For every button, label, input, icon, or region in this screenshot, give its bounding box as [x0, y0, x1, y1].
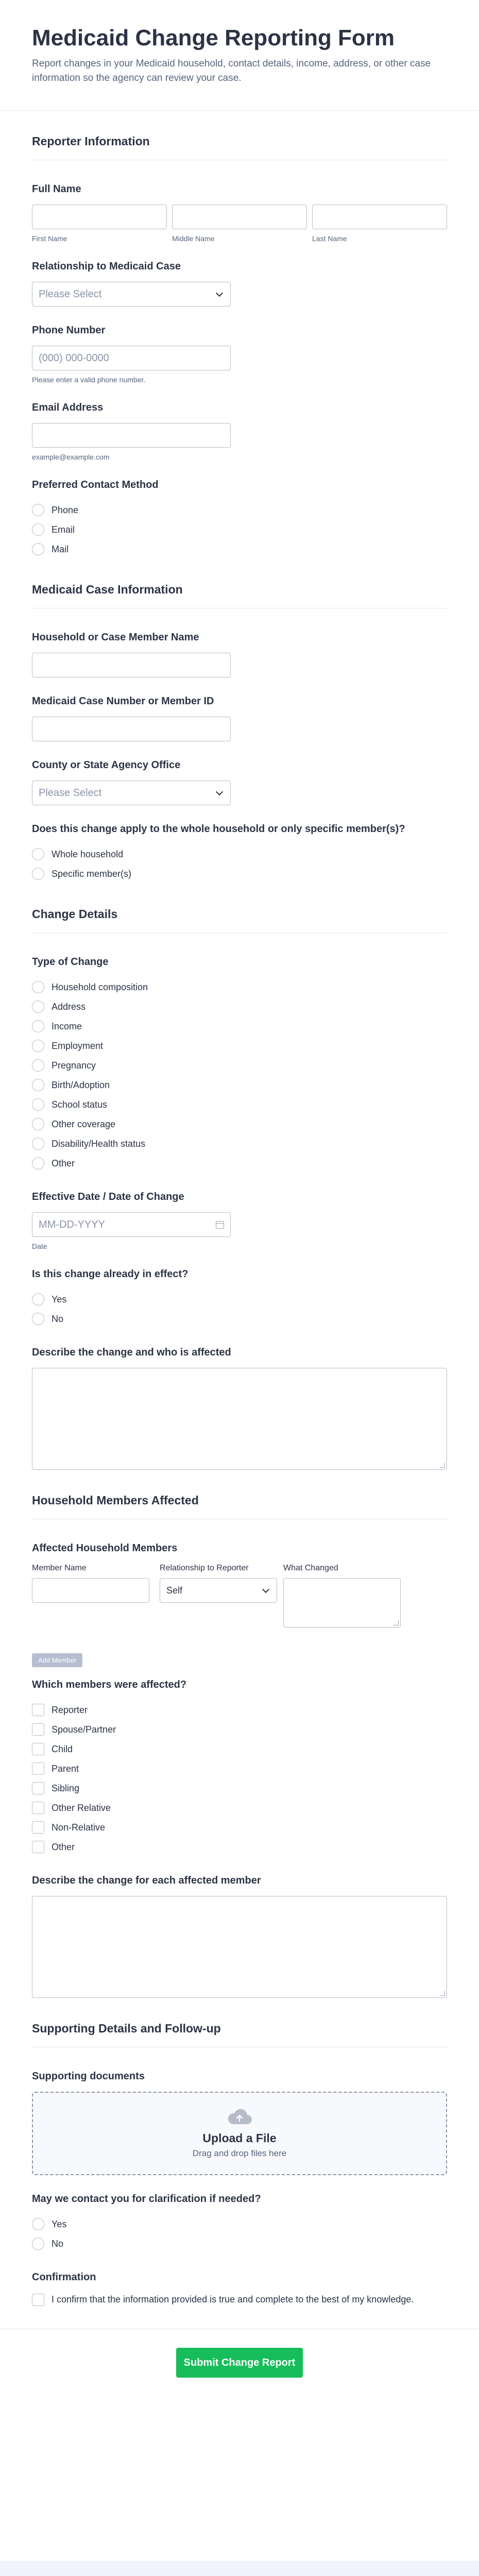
middle-name-col	[172, 205, 307, 243]
option-label: Other coverage	[52, 1118, 116, 1129]
checkbox[interactable]	[32, 1723, 44, 1736]
last-name-col	[312, 205, 447, 243]
confirmation-option[interactable]	[32, 2293, 447, 2306]
checkbox-option[interactable]	[32, 1778, 447, 1798]
checkbox[interactable]	[32, 1762, 44, 1775]
phone-hint: Please enter a valid phone number.	[32, 376, 146, 384]
scope-options	[32, 844, 447, 884]
what-changed-cell	[283, 1578, 401, 1628]
option-label: Other	[52, 1158, 75, 1168]
checkbox[interactable]	[32, 1821, 44, 1834]
option-label: Parent	[52, 1763, 79, 1774]
option-label: Whole household	[52, 849, 124, 859]
relationship-select[interactable]	[160, 1578, 277, 1603]
relationship-placeholder: Please Select	[39, 288, 102, 300]
cloud-upload-icon	[227, 2109, 252, 2125]
chevron-down-icon	[262, 1585, 269, 1592]
email-hint: example@example.com	[32, 453, 110, 461]
case-number-label: Medicaid Case Number or Member ID	[32, 696, 214, 707]
in-effect-field	[32, 1250, 447, 1329]
radio-circle[interactable]	[32, 1020, 44, 1032]
describe-change-label: Describe the change and who is affected	[32, 1347, 231, 1358]
documents-label: Supporting documents	[32, 2071, 145, 2082]
contact-method-label: Preferred Contact Method	[32, 479, 159, 490]
describe-change-textarea[interactable]	[32, 1368, 447, 1470]
radio-option[interactable]	[32, 997, 447, 1016]
radio-circle[interactable]	[32, 523, 44, 536]
section-title-reporter: Reporter Information	[32, 111, 447, 160]
option-label: Address	[52, 1001, 86, 1012]
full-name-label: Full Name	[32, 183, 81, 195]
option-label: Specific member(s)	[52, 868, 132, 879]
chevron-down-icon	[216, 289, 223, 296]
section-title-change: Change Details	[32, 884, 447, 933]
option-label: Household composition	[52, 981, 148, 992]
describe-change-field	[32, 1329, 447, 1470]
checkbox[interactable]	[32, 1743, 44, 1755]
documents-field	[32, 2053, 447, 2175]
option-label: Phone	[52, 504, 79, 515]
form-header	[0, 0, 479, 111]
option-label: Spouse/Partner	[52, 1724, 116, 1735]
radio-option[interactable]	[32, 500, 447, 520]
radio-circle[interactable]	[32, 504, 44, 516]
date-placeholder: MM-DD-YYYY	[39, 1218, 105, 1230]
option-label: Other	[52, 1841, 75, 1852]
radio-circle[interactable]	[32, 543, 44, 555]
resize-handle-icon[interactable]	[440, 1463, 445, 1468]
radio-circle[interactable]	[32, 1138, 44, 1150]
table-row	[32, 1578, 447, 1628]
checkbox-option[interactable]	[32, 1720, 447, 1739]
describe-each-textarea[interactable]	[32, 1896, 447, 1998]
case-section	[0, 559, 479, 884]
radio-circle[interactable]	[32, 1157, 44, 1170]
reporter-section	[0, 111, 479, 559]
column-header-member-name: Member Name	[32, 1564, 87, 1572]
checkbox-option[interactable]	[32, 1700, 447, 1720]
upload-title: Upload a File	[202, 2131, 277, 2145]
checkbox-option[interactable]	[32, 1759, 447, 1778]
email-label: Email Address	[32, 402, 104, 413]
option-label: No	[52, 1313, 64, 1324]
effective-date-label: Effective Date / Date of Change	[32, 1191, 184, 1202]
checkbox[interactable]	[32, 1782, 44, 1794]
phone-label: Phone Number	[32, 325, 106, 336]
first-name-sublabel: First Name	[32, 234, 67, 243]
relationship-label: Relationship to Medicaid Case	[32, 261, 181, 272]
county-field	[32, 741, 447, 805]
radio-circle[interactable]	[32, 2238, 44, 2250]
option-label: Yes	[52, 2218, 67, 2229]
checkbox-option[interactable]	[32, 1798, 447, 1818]
phone-placeholder: (000) 000-0000	[39, 352, 109, 364]
option-label: Child	[52, 1743, 73, 1754]
last-name-input[interactable]	[312, 205, 447, 229]
radio-option[interactable]	[32, 1290, 447, 1309]
relationship-select[interactable]	[32, 282, 231, 307]
contact-method-field	[32, 461, 447, 559]
form-title: Medicaid Change Reporting Form	[32, 25, 395, 50]
confirmation-text: I confirm that the information provided is true and complete to the best of my knowledge.	[52, 2294, 414, 2304]
phone-field	[32, 307, 447, 384]
radio-option[interactable]	[32, 1056, 447, 1075]
radio-circle[interactable]	[32, 1001, 44, 1013]
confirmation-checkbox[interactable]	[32, 2294, 44, 2306]
radio-option[interactable]	[32, 1309, 447, 1329]
option-label: Pregnancy	[52, 1060, 96, 1071]
relationship-value: Self	[166, 1585, 183, 1596]
section-title-members: Household Members Affected	[32, 1470, 447, 1519]
support-section	[0, 1998, 479, 2306]
last-name-sublabel: Last Name	[312, 234, 347, 243]
checkbox[interactable]	[32, 1704, 44, 1716]
relationship-cell	[160, 1578, 278, 1603]
form-footer	[0, 2329, 479, 2378]
radio-option[interactable]	[32, 539, 447, 559]
form-subtitle: Report changes in your Medicaid household, contact details, income, address, or other case information so the agency can review your case.	[32, 58, 431, 83]
members-table-header	[32, 1564, 447, 1573]
section-title-case: Medicaid Case Information	[32, 559, 447, 608]
radio-circle[interactable]	[32, 1059, 44, 1072]
checkbox-option[interactable]	[32, 1739, 447, 1759]
radio-circle[interactable]	[32, 868, 44, 880]
section-title-support: Supporting Details and Follow-up	[32, 1998, 447, 2047]
upload-subtitle: Drag and drop files here	[192, 2148, 287, 2158]
effective-date-field	[32, 1173, 447, 1250]
option-label: School status	[52, 1099, 108, 1110]
date-sublabel: Date	[32, 1242, 47, 1250]
checkbox[interactable]	[32, 1802, 44, 1814]
radio-circle[interactable]	[32, 848, 44, 860]
name-row	[32, 205, 447, 243]
radio-option[interactable]	[32, 1134, 447, 1154]
change-type-field	[32, 938, 447, 1173]
first-name-input[interactable]	[32, 205, 167, 229]
radio-option[interactable]	[32, 1016, 447, 1036]
members-table-field	[32, 1524, 447, 1667]
radio-option[interactable]	[32, 520, 447, 539]
column-header-what-changed: What Changed	[283, 1564, 338, 1572]
middle-name-input[interactable]	[172, 205, 307, 229]
member-name-cell	[32, 1578, 155, 1603]
radio-circle[interactable]	[32, 2218, 44, 2230]
radio-option[interactable]	[32, 2234, 447, 2253]
members-section	[0, 1470, 479, 1998]
column-header-relationship: Relationship to Reporter	[160, 1564, 249, 1572]
contact-permission-options	[32, 2214, 447, 2253]
county-label: County or State Agency Office	[32, 759, 181, 771]
full-name-field	[32, 165, 447, 243]
scope-label: Does this change apply to the whole household or only specific member(s)?	[32, 823, 405, 835]
option-label: Mail	[52, 544, 69, 554]
radio-circle[interactable]	[32, 981, 44, 993]
change-section	[0, 884, 479, 1470]
effective-date-input[interactable]	[32, 1212, 231, 1237]
case-number-input[interactable]	[32, 717, 231, 741]
checkbox[interactable]	[32, 1841, 44, 1853]
radio-option[interactable]	[32, 1154, 447, 1173]
middle-name-sublabel: Middle Name	[172, 234, 215, 243]
option-label: Reporter	[52, 1704, 88, 1715]
contact-method-options	[32, 500, 447, 559]
option-label: Yes	[52, 1294, 67, 1304]
relationship-field	[32, 243, 447, 307]
option-label: No	[52, 2238, 64, 2249]
describe-each-field	[32, 1857, 447, 1998]
radio-option[interactable]	[32, 1075, 447, 1095]
household-name-label: Household or Case Member Name	[32, 632, 199, 643]
scope-field	[32, 805, 447, 884]
radio-circle[interactable]	[32, 1079, 44, 1091]
household-name-field	[32, 614, 447, 677]
which-members-options	[32, 1700, 447, 1857]
members-table-label: Affected Household Members	[32, 1543, 178, 1554]
radio-option[interactable]	[32, 1036, 447, 1056]
file-upload-dropzone[interactable]	[32, 2092, 447, 2175]
describe-each-label: Describe the change for each affected member	[32, 1875, 261, 1886]
checkbox-option[interactable]	[32, 1837, 447, 1857]
in-effect-options	[32, 1290, 447, 1329]
contact-permission-field	[32, 2175, 447, 2253]
radio-option[interactable]	[32, 977, 447, 997]
email-input[interactable]	[32, 423, 231, 448]
email-field	[32, 384, 447, 461]
contact-permission-label: May we contact you for clarification if needed?	[32, 2193, 261, 2205]
radio-circle[interactable]	[32, 1313, 44, 1325]
checkbox-option[interactable]	[32, 1818, 447, 1837]
resize-handle-icon[interactable]	[440, 1991, 445, 1996]
resize-handle-icon[interactable]	[394, 1620, 399, 1625]
confirmation-field	[32, 2253, 447, 2306]
change-type-label: Type of Change	[32, 956, 109, 968]
submit-button[interactable]: Submit Change Report	[176, 2348, 303, 2378]
option-label: Other Relative	[52, 1802, 111, 1813]
option-label: Birth/Adoption	[52, 1079, 110, 1090]
radio-option[interactable]	[32, 844, 447, 864]
option-label: Disability/Health status	[52, 1138, 146, 1149]
option-label: Sibling	[52, 1783, 80, 1793]
radio-circle[interactable]	[32, 1040, 44, 1052]
county-select[interactable]	[32, 781, 231, 805]
radio-option[interactable]	[32, 1095, 447, 1114]
radio-option[interactable]	[32, 864, 447, 884]
member-name-input[interactable]	[32, 1578, 149, 1603]
county-placeholder: Please Select	[39, 787, 102, 799]
what-changed-textarea[interactable]	[283, 1578, 401, 1628]
option-label: Email	[52, 524, 75, 535]
radio-circle[interactable]	[32, 1293, 44, 1306]
add-member-button[interactable]: Add Member	[32, 1653, 82, 1667]
which-members-field	[32, 1667, 447, 1857]
in-effect-label: Is this change already in effect?	[32, 1268, 189, 1280]
calendar-icon[interactable]	[216, 1221, 224, 1229]
option-label: Employment	[52, 1040, 104, 1051]
household-name-input[interactable]	[32, 653, 231, 677]
case-number-field	[32, 677, 447, 741]
first-name-col	[32, 205, 167, 243]
radio-circle[interactable]	[32, 1098, 44, 1111]
confirmation-label: Confirmation	[32, 2272, 96, 2283]
radio-option[interactable]	[32, 1114, 447, 1134]
which-members-label: Which members were affected?	[32, 1679, 187, 1690]
option-label: Non-Relative	[52, 1822, 106, 1833]
chevron-down-icon	[216, 788, 223, 795]
change-type-options	[32, 977, 447, 1173]
option-label: Income	[52, 1021, 82, 1031]
radio-circle[interactable]	[32, 1118, 44, 1130]
radio-option[interactable]	[32, 2214, 447, 2234]
phone-input[interactable]	[32, 346, 231, 370]
